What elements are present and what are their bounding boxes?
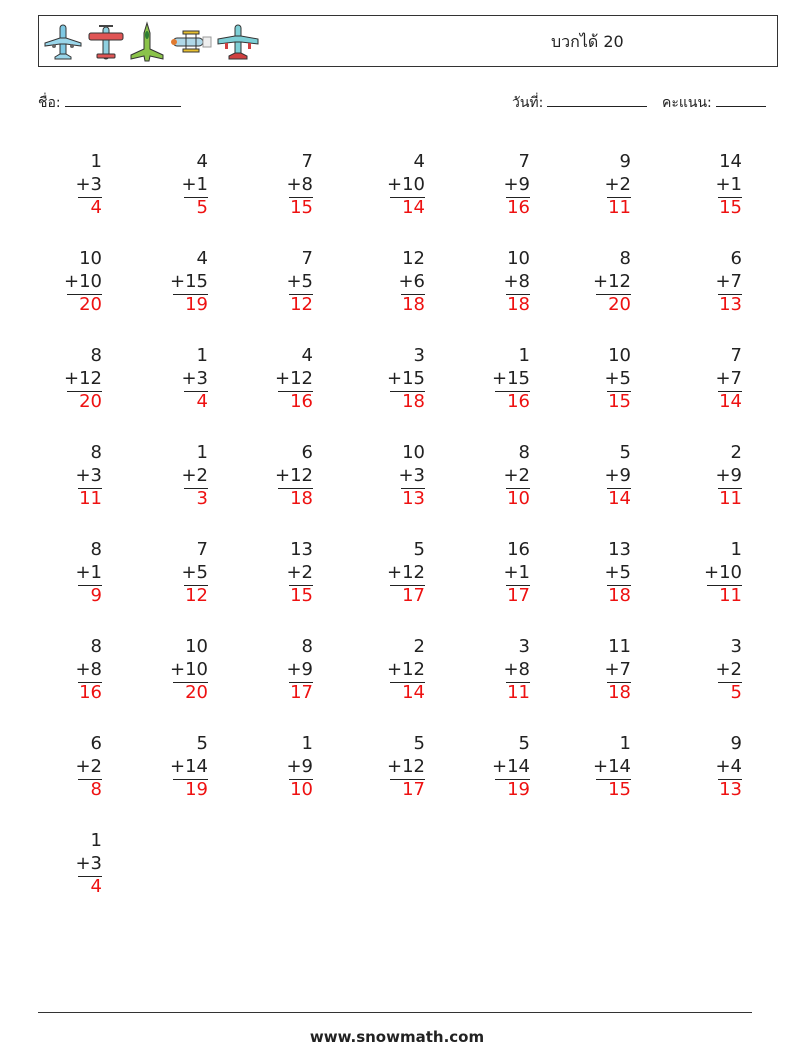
addition-problem <box>365 345 425 425</box>
first-addend: 7 <box>518 151 530 172</box>
first-addend: 6 <box>301 442 313 463</box>
addition-problem <box>470 345 530 425</box>
date-line[interactable] <box>547 92 647 107</box>
second-addend: +14 <box>593 756 631 777</box>
second-addend: +8 <box>503 659 530 680</box>
addition-problem <box>470 539 530 619</box>
answer: 20 <box>79 294 102 315</box>
first-addend: 4 <box>301 345 313 366</box>
first-addend: 6 <box>730 248 742 269</box>
answer: 18 <box>608 682 631 703</box>
second-addend: +6 <box>398 271 425 292</box>
addition-problem <box>42 636 102 716</box>
first-addend: 3 <box>730 636 742 657</box>
second-addend: +15 <box>492 368 530 389</box>
second-addend: +8 <box>286 174 313 195</box>
first-addend: 16 <box>507 539 530 560</box>
second-addend: +14 <box>170 756 208 777</box>
addition-problem <box>253 733 313 813</box>
first-addend: 8 <box>619 248 631 269</box>
answer: 18 <box>402 294 425 315</box>
second-addend: +2 <box>715 659 742 680</box>
second-addend: +9 <box>286 756 313 777</box>
first-addend: 3 <box>518 636 530 657</box>
first-addend: 9 <box>619 151 631 172</box>
answer: 13 <box>719 294 742 315</box>
addition-problem <box>470 151 530 231</box>
second-addend: +8 <box>75 659 102 680</box>
second-addend: +14 <box>492 756 530 777</box>
answer: 16 <box>290 391 313 412</box>
second-addend: +12 <box>593 271 631 292</box>
first-addend: 7 <box>730 345 742 366</box>
second-addend: +3 <box>75 853 102 874</box>
answer: 4 <box>90 876 102 897</box>
first-addend: 5 <box>619 442 631 463</box>
answer: 18 <box>290 488 313 509</box>
first-addend: 8 <box>90 636 102 657</box>
answer: 10 <box>507 488 530 509</box>
addition-problem <box>42 733 102 813</box>
addition-problem <box>253 248 313 328</box>
addition-problem <box>682 248 742 328</box>
answer: 13 <box>402 488 425 509</box>
answer: 18 <box>402 391 425 412</box>
first-addend: 10 <box>402 442 425 463</box>
second-addend: +9 <box>503 174 530 195</box>
second-addend: +15 <box>170 271 208 292</box>
second-addend: +9 <box>604 465 631 486</box>
first-addend: 7 <box>301 151 313 172</box>
second-addend: +9 <box>286 659 313 680</box>
addition-problem <box>571 636 631 716</box>
second-addend: +3 <box>181 368 208 389</box>
second-addend: +3 <box>75 465 102 486</box>
second-addend: +7 <box>715 271 742 292</box>
first-addend: 10 <box>507 248 530 269</box>
first-addend: 8 <box>90 539 102 560</box>
addition-problem <box>571 539 631 619</box>
addition-problem <box>42 151 102 231</box>
addition-problem <box>365 539 425 619</box>
first-addend: 6 <box>90 733 102 754</box>
date-field <box>512 92 647 114</box>
addition-problem <box>365 442 425 522</box>
propeller-plane-icon <box>87 21 125 63</box>
addition-problem <box>253 345 313 425</box>
addition-problem <box>365 151 425 231</box>
name-line[interactable] <box>65 92 181 107</box>
addition-problem <box>42 345 102 425</box>
addition-problem <box>571 442 631 522</box>
first-addend: 1 <box>518 345 530 366</box>
addition-problem <box>682 442 742 522</box>
second-addend: +8 <box>503 271 530 292</box>
first-addend: 10 <box>185 636 208 657</box>
first-addend: 1 <box>196 442 208 463</box>
website-link[interactable]: www.snowmath.com <box>309 1028 485 1046</box>
first-addend: 7 <box>196 539 208 560</box>
first-addend: 8 <box>518 442 530 463</box>
answer: 19 <box>185 779 208 800</box>
first-addend: 10 <box>79 248 102 269</box>
answer: 14 <box>402 197 425 218</box>
score-label: คะแนน: <box>662 95 712 111</box>
answer: 18 <box>608 585 631 606</box>
answer: 15 <box>290 585 313 606</box>
date-label: วันที่: <box>512 95 544 111</box>
answer: 8 <box>90 779 102 800</box>
second-addend: +3 <box>398 465 425 486</box>
answer: 11 <box>719 585 742 606</box>
answer: 17 <box>402 779 425 800</box>
addition-problem <box>253 151 313 231</box>
first-addend: 5 <box>518 733 530 754</box>
addition-problem <box>148 442 208 522</box>
score-field <box>662 92 766 114</box>
addition-problem <box>682 151 742 231</box>
first-addend: 14 <box>719 151 742 172</box>
second-addend: +12 <box>387 659 425 680</box>
answer: 20 <box>608 294 631 315</box>
score-line[interactable] <box>716 92 766 107</box>
second-addend: +2 <box>286 562 313 583</box>
first-addend: 5 <box>413 733 425 754</box>
second-addend: +3 <box>75 174 102 195</box>
first-addend: 2 <box>413 636 425 657</box>
addition-problem <box>148 345 208 425</box>
name-field <box>38 92 181 114</box>
answer: 14 <box>719 391 742 412</box>
first-addend: 8 <box>90 345 102 366</box>
second-addend: +1 <box>503 562 530 583</box>
second-addend: +7 <box>604 659 631 680</box>
answer: 14 <box>608 488 631 509</box>
addition-problem <box>42 442 102 522</box>
answer: 15 <box>608 779 631 800</box>
addition-problem <box>682 539 742 619</box>
answer: 11 <box>608 197 631 218</box>
first-addend: 3 <box>413 345 425 366</box>
addition-problem <box>571 733 631 813</box>
answer: 19 <box>185 294 208 315</box>
first-addend: 5 <box>196 733 208 754</box>
fighter-jet-icon <box>129 21 165 63</box>
second-addend: +1 <box>181 174 208 195</box>
answer: 12 <box>290 294 313 315</box>
addition-problem <box>148 539 208 619</box>
second-addend: +5 <box>604 368 631 389</box>
answer: 4 <box>196 391 208 412</box>
second-addend: +7 <box>715 368 742 389</box>
second-addend: +4 <box>715 756 742 777</box>
second-addend: +10 <box>704 562 742 583</box>
first-addend: 9 <box>730 733 742 754</box>
addition-problem <box>148 636 208 716</box>
addition-problem <box>470 248 530 328</box>
addition-problem <box>365 636 425 716</box>
addition-problem <box>470 733 530 813</box>
first-addend: 11 <box>608 636 631 657</box>
first-addend: 1 <box>196 345 208 366</box>
answer: 4 <box>90 197 102 218</box>
answer: 10 <box>290 779 313 800</box>
answer: 5 <box>196 197 208 218</box>
first-addend: 4 <box>196 248 208 269</box>
answer: 19 <box>507 779 530 800</box>
answer: 11 <box>719 488 742 509</box>
first-addend: 1 <box>619 733 631 754</box>
answer: 11 <box>507 682 530 703</box>
answer: 18 <box>507 294 530 315</box>
addition-problem <box>682 345 742 425</box>
name-label: ชื่อ: <box>38 95 61 111</box>
second-addend: +2 <box>503 465 530 486</box>
answer: 20 <box>79 391 102 412</box>
worksheet-title: บวกได้ 20 <box>551 32 624 51</box>
icon-strip <box>43 21 259 63</box>
airliner-icon <box>43 21 83 63</box>
answer: 9 <box>90 585 102 606</box>
answer: 17 <box>507 585 530 606</box>
second-addend: +5 <box>604 562 631 583</box>
second-addend: +10 <box>170 659 208 680</box>
answer: 3 <box>196 488 208 509</box>
first-addend: 1 <box>90 830 102 851</box>
addition-problem <box>148 733 208 813</box>
addition-problem <box>148 248 208 328</box>
addition-problem <box>571 151 631 231</box>
addition-problem <box>42 539 102 619</box>
second-addend: +12 <box>275 368 313 389</box>
addition-problem <box>571 345 631 425</box>
addition-problem <box>148 151 208 231</box>
answer: 20 <box>185 682 208 703</box>
addition-problem <box>253 442 313 522</box>
second-addend: +2 <box>75 756 102 777</box>
addition-problem <box>470 442 530 522</box>
second-addend: +15 <box>387 368 425 389</box>
second-addend: +2 <box>604 174 631 195</box>
answer: 17 <box>402 585 425 606</box>
addition-problem <box>470 636 530 716</box>
biplane-icon <box>169 21 213 63</box>
answer: 15 <box>290 197 313 218</box>
worksheet-header <box>38 15 778 67</box>
second-addend: +9 <box>715 465 742 486</box>
first-addend: 4 <box>413 151 425 172</box>
answer: 16 <box>507 197 530 218</box>
answer: 5 <box>730 682 742 703</box>
second-addend: +12 <box>387 562 425 583</box>
footer-divider <box>38 1012 752 1013</box>
addition-problem <box>253 636 313 716</box>
first-addend: 10 <box>608 345 631 366</box>
first-addend: 4 <box>196 151 208 172</box>
second-addend: +12 <box>275 465 313 486</box>
first-addend: 5 <box>413 539 425 560</box>
second-addend: +5 <box>181 562 208 583</box>
first-addend: 1 <box>301 733 313 754</box>
first-addend: 1 <box>730 539 742 560</box>
first-addend: 2 <box>730 442 742 463</box>
addition-problem <box>42 248 102 328</box>
second-addend: +12 <box>64 368 102 389</box>
answer: 16 <box>507 391 530 412</box>
addition-problem <box>365 733 425 813</box>
answer: 11 <box>79 488 102 509</box>
first-addend: 13 <box>608 539 631 560</box>
first-addend: 1 <box>90 151 102 172</box>
first-addend: 8 <box>301 636 313 657</box>
first-addend: 13 <box>290 539 313 560</box>
addition-problem <box>42 830 102 910</box>
answer: 15 <box>719 197 742 218</box>
addition-problem <box>253 539 313 619</box>
addition-problem <box>682 733 742 813</box>
second-addend: +1 <box>715 174 742 195</box>
first-addend: 8 <box>90 442 102 463</box>
second-addend: +12 <box>387 756 425 777</box>
answer: 16 <box>79 682 102 703</box>
second-addend: +1 <box>75 562 102 583</box>
answer: 12 <box>185 585 208 606</box>
second-addend: +2 <box>181 465 208 486</box>
cargo-plane-icon <box>217 21 259 63</box>
addition-problem <box>571 248 631 328</box>
first-addend: 7 <box>301 248 313 269</box>
second-addend: +10 <box>64 271 102 292</box>
answer: 17 <box>290 682 313 703</box>
addition-problem <box>365 248 425 328</box>
second-addend: +5 <box>286 271 313 292</box>
answer: 15 <box>608 391 631 412</box>
first-addend: 12 <box>402 248 425 269</box>
answer: 13 <box>719 779 742 800</box>
answer: 14 <box>402 682 425 703</box>
addition-problem <box>682 636 742 716</box>
second-addend: +10 <box>387 174 425 195</box>
